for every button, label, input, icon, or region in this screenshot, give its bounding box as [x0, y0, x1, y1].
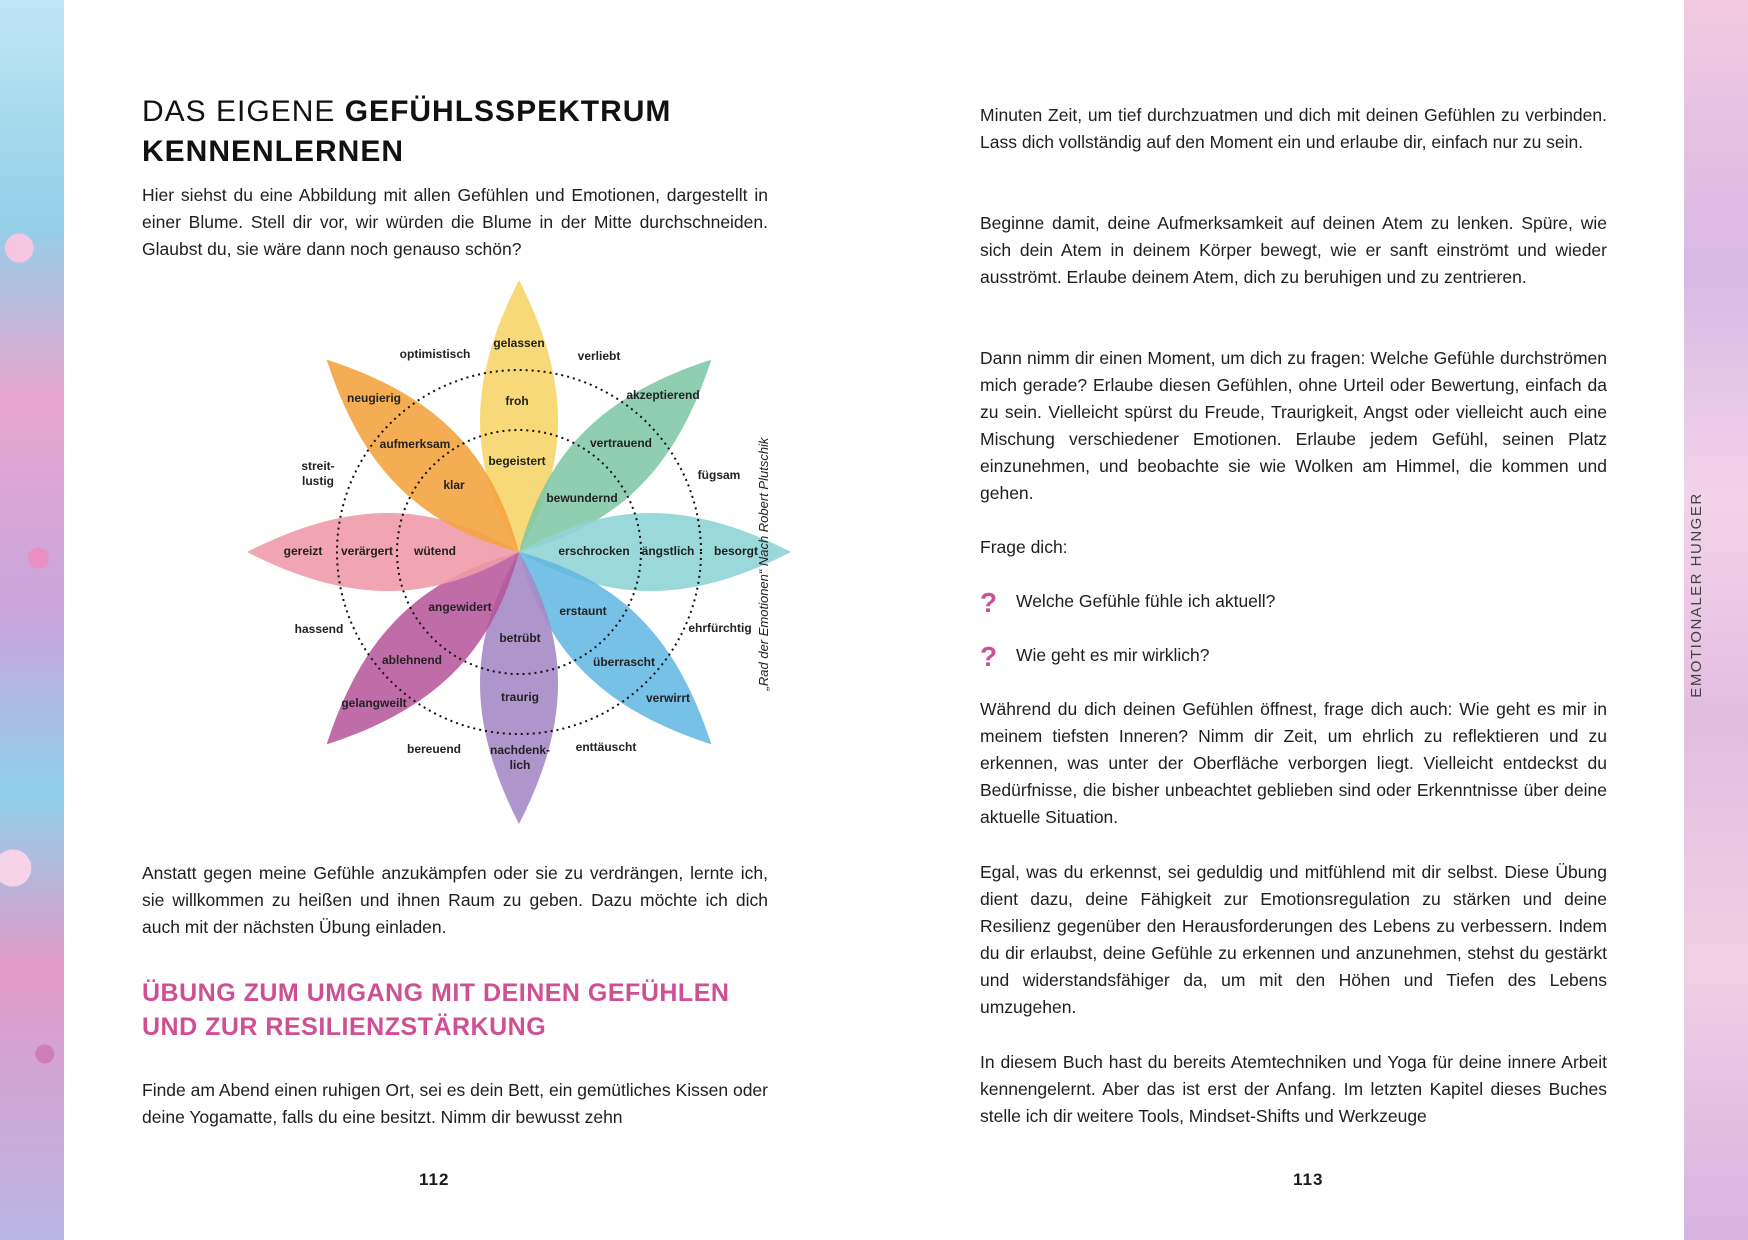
left-page — [64, 0, 874, 1240]
page-number-right: 113 — [1293, 1170, 1324, 1189]
label-aengstlich: ängstlich — [641, 544, 695, 558]
label-vertrauend: vertrauend — [589, 436, 653, 450]
label-gelangweilt: gelangweilt — [341, 696, 407, 710]
label-gereizt: gereizt — [283, 544, 323, 558]
label-verwirrt: verwirrt — [645, 691, 691, 705]
label-aufmerksam: aufmerksam — [379, 437, 451, 451]
right-paragraph-4: Frage dich: — [980, 537, 1068, 557]
question-mark-icon: ? — [980, 587, 998, 618]
question-item-2: Wie geht es mir wirklich? — [1016, 645, 1210, 665]
title-regular: DAS EIGENE — [142, 95, 345, 128]
exercise-subheading — [142, 976, 729, 1044]
label-nachdenklich-1: nachdenk- — [489, 743, 551, 757]
emotion-wheel-figure — [179, 270, 819, 830]
label-ablehnend: ablehnend — [381, 653, 443, 667]
label-bereuend: bereuend — [406, 742, 462, 756]
label-traurig: traurig — [500, 690, 540, 704]
label-wuetend: wütend — [414, 544, 456, 558]
label-nachdenklich-2: lich — [509, 758, 531, 772]
page-title — [142, 92, 671, 172]
label-fuegsam: fügsam — [697, 468, 741, 482]
label-besorgt: besorgt — [713, 544, 759, 558]
page-number-left: 112 — [419, 1170, 450, 1189]
label-akzeptierend: akzeptierend — [626, 388, 700, 402]
label-bewundernd: bewundernd — [546, 491, 618, 505]
after-figure-paragraph: Anstatt gegen meine Gefühle anzukämpfen oder sie zu verdrängen, lernte ich, sie willkommen zu heißen und ihnen Raum zu geben. Dazu möchte ich dich auch mit der nächsten Übung einladen. — [142, 863, 768, 937]
subheading-line2: UND ZUR RESILIENZSTÄRKUNG — [142, 1013, 547, 1041]
right-paragraph-2: Beginne damit, deine Aufmerksamkeit auf deinen Atem zu lenken. Spüre, wie sich dein Atem in deinem Körper bewegt, wie er sanft einströmt und wieder ausströmt. Erlaube deinem Atem, dich zu beruhigen und zu zentrieren. — [980, 213, 1607, 287]
label-froh: froh — [505, 394, 529, 408]
label-ehrfuerchtig: ehrfürchtig — [688, 621, 752, 635]
label-streitlustig-1: streit- — [301, 459, 335, 473]
title-bold: GEFÜHLSSPEKTRUM — [344, 95, 672, 128]
figure-caption: „Rad der Emotionen“ Nach Robert Plutschik — [756, 437, 771, 691]
label-erschrocken: erschrocken — [558, 544, 630, 558]
question-item-1: Welche Gefühle fühle ich aktuell? — [1016, 591, 1276, 611]
label-klar: klar — [443, 478, 465, 492]
label-gelassen: gelassen — [493, 336, 545, 350]
intro-paragraph: Hier siehst du eine Abbildung mit allen Gefühlen und Emotionen, dargestellt in einer Blume. Stell dir vor, wir würden die Blume in der Mitte durchschneiden. Glaubst du, sie wäre dann noch genauso schön? — [142, 185, 768, 259]
label-begeistert: begeistert — [488, 454, 546, 468]
exercise-paragraph: Finde am Abend einen ruhigen Ort, sei es dein Bett, ein gemütliches Kissen oder deine Yogamatte, falls du eine besitzt. Nimm dir bewusst zehn — [142, 1080, 768, 1127]
chapter-spine-label: EMOTIONALER HUNGER — [1688, 492, 1705, 698]
label-ueberrascht: überrascht — [592, 655, 656, 669]
label-enttaeuscht: enttäuscht — [575, 740, 637, 754]
label-erstaunt: erstaunt — [559, 604, 607, 618]
right-paragraph-3: Dann nimm dir einen Moment, um dich zu fragen: Welche Gefühle durchströmen mich gerade? Erlaube diesen Gefühlen, ohne Urteil oder Bewertung, einfach da zu sein. Vielleicht spürst du Freude, Traurigkeit, Angst oder vielleicht auch eine Mischung verschiedener Emotionen. Erlaube jedem Gefühl, seinen Platz einzunehmen, und beobachte sie wie Wolken am Himmel, die kommen und gehen. — [980, 348, 1607, 503]
title-bold-line2: KENNENLERNEN — [142, 135, 405, 168]
label-optimistisch: optimistisch — [399, 347, 471, 361]
label-angewidert: angewidert — [428, 600, 492, 614]
question-mark-icon: ? — [980, 641, 998, 672]
right-paragraph-6: Egal, was du erkennst, sei geduldig und mitfühlend mit dir selbst. Diese Übung dient dazu, deine Fähigkeit zur Emotionsregulation zu stärken und deine Resilienz gegenüber den Herausforderungen des Lebens zu verbessern. Indem du dir erlaubst, deine Gefühle zu erkennen und anzunehmen, stehst du gestärkt und widerstandsfähiger da, um mit den Höhen und Tiefen des Lebens umzugehen. — [980, 862, 1607, 1017]
label-veraergert: verärgert — [340, 544, 394, 558]
right-paragraph-7: In diesem Buch hast du bereits Atemtechniken und Yoga für deine innere Arbeit kennengelernt. Aber das ist erst der Anfang. Im letzten Kapitel dieses Buches stelle ich dir weitere Tools, Mindset-Shifts und Werkzeuge — [980, 1052, 1607, 1126]
label-streitlustig-2: lustig — [302, 474, 334, 488]
label-neugierig: neugierig — [346, 391, 402, 405]
label-verliebt: verliebt — [577, 349, 621, 363]
marble-border-left — [0, 0, 64, 1240]
subheading-line1: ÜBUNG ZUM UMGANG MIT DEINEN GEFÜHLEN — [142, 979, 730, 1007]
label-betruebt: betrübt — [499, 631, 541, 645]
right-paragraph-5: Während du dich deinen Gefühlen öffnest, frage dich auch: Wie geht es mir in meinem tiefsten Inneren? Nimm dir Zeit, um ehrlich zu reflektieren und zu erkennen, was unter der Oberfläche verborgen liegt. Vielleicht entdeckst du Bedürfnisse, die bisher unbeachtet geblieben sind oder Erkenntnisse über deine aktuelle Situation. — [980, 699, 1607, 827]
label-hassend: hassend — [294, 622, 344, 636]
right-paragraph-1: Minuten Zeit, um tief durchzuatmen und dich mit deinen Gefühlen zu verbinden. Lass dich vollständig auf den Moment ein und erlaube dir, einfach nur zu sein. — [980, 105, 1607, 152]
